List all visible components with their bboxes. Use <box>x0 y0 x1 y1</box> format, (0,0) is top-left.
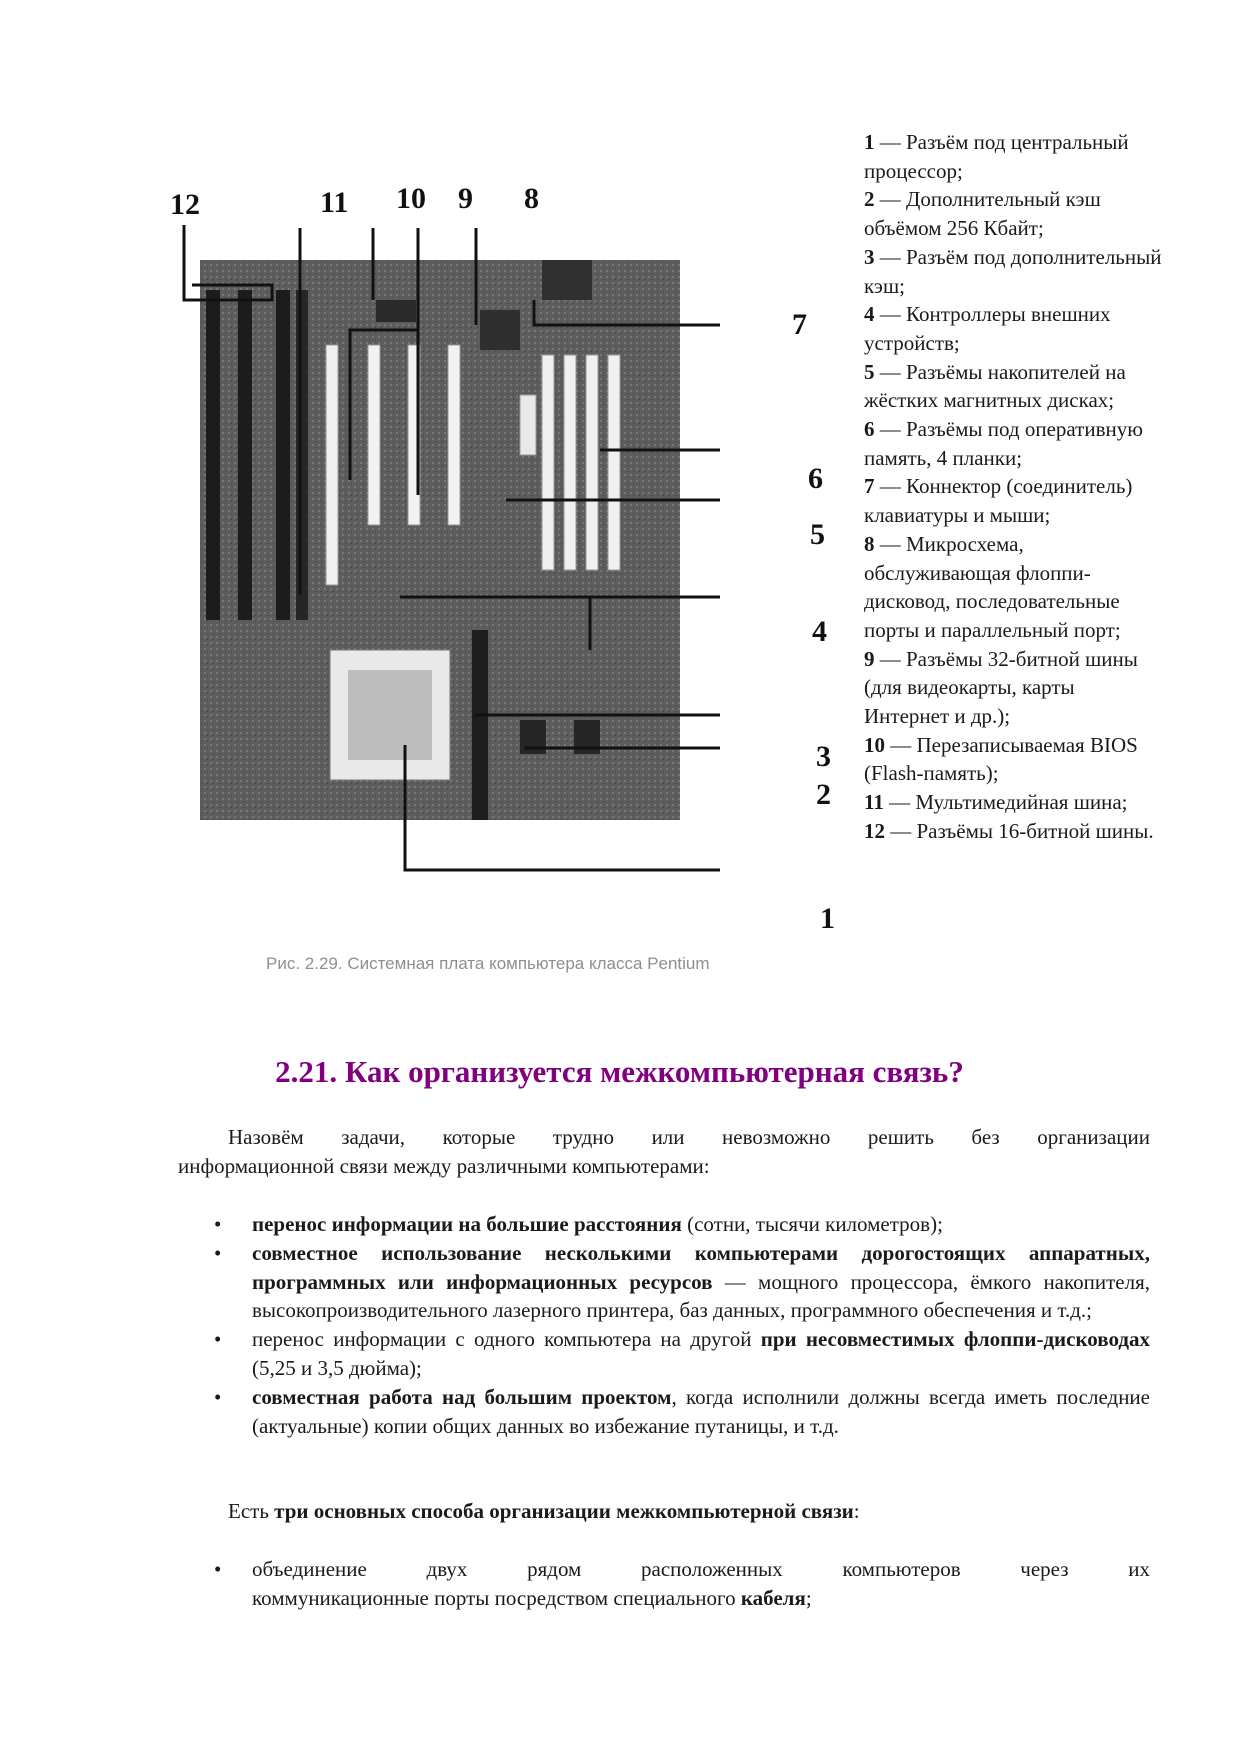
isa-slot <box>276 290 290 620</box>
motherboard-figure <box>170 180 840 940</box>
item-text: — мощного процессора, ёмкого накопителя, высокопроизводительного лазерного принтера, баз данных, программного обеспечения и т.д.; <box>252 1269 1151 1323</box>
bold-phrase: совместная работа над большим проектом <box>252 1384 672 1409</box>
callout-number: 12 <box>170 188 200 221</box>
list-item <box>178 1210 1150 1239</box>
legend-text: — Разъёмы 16-битной шины. <box>890 818 1154 843</box>
methods-intro-paragraph <box>178 1497 1150 1526</box>
keyboard-mouse-connector <box>542 260 592 300</box>
legend-text: — Разъёмы 32-битной шины (для видеокарты, карты Интернет и др.); <box>864 646 1138 729</box>
item-text: (сотни, тысячи километров); <box>681 1212 943 1236</box>
legend-item <box>864 788 1164 817</box>
legend-item <box>864 243 1164 300</box>
callout-number: 3 <box>816 740 831 773</box>
list-item <box>178 1383 1150 1441</box>
legend-item <box>864 817 1164 846</box>
legend-item <box>864 185 1164 242</box>
bullet-icon: • <box>214 1384 222 1409</box>
bold-phrase: совместное использование несколькими компьютерами дорогостоящих аппаратных, программных или информационных ресурсов <box>252 1240 1150 1294</box>
ram-slot <box>564 355 576 570</box>
legend-number: 3 <box>864 244 875 269</box>
callout-number: 9 <box>458 182 473 215</box>
figure-caption: Рис. 2.29. Системная плата компьютера класса Pentium <box>266 954 710 973</box>
item-text: , когда исполнили должны всегда иметь последние (актуальные) копии общих данных во избежание путаницы, и т.д. <box>252 1384 1150 1438</box>
text: Есть <box>228 1499 275 1523</box>
motherboard-illustration <box>180 180 840 940</box>
isa-slot <box>296 290 308 620</box>
legend-text: — Коннектор (соединитель) клавиатуры и мыши; <box>864 474 1133 528</box>
callout-number: 5 <box>810 518 825 551</box>
legend-number: 5 <box>864 359 875 384</box>
intro-line: информационной связи между различными компьютерами: <box>178 1154 710 1178</box>
multimedia-slot <box>326 345 338 585</box>
bold-phrase: при несовместимых флоппи-дисководах <box>760 1327 1150 1352</box>
isa-slot <box>206 290 220 620</box>
legend-number: 7 <box>864 474 875 499</box>
pci-slot <box>448 345 460 525</box>
intro-paragraph <box>178 1123 1150 1181</box>
legend-text: — Разъёмы накопителей на жёстких магнитных дисках; <box>864 359 1126 413</box>
bullet-icon: • <box>214 1212 222 1236</box>
bold-phrase: перенос информации на большие расстояния <box>252 1212 682 1236</box>
legend-item <box>864 472 1164 529</box>
cache-slot <box>472 630 488 820</box>
legend-number: 12 <box>864 818 885 843</box>
legend-text: — Перезаписываемая BIOS (Flash-память); <box>864 732 1138 786</box>
callout-number: 4 <box>812 615 827 648</box>
methods-list <box>178 1555 1150 1613</box>
list-item <box>178 1325 1150 1383</box>
item-text: объединение двух рядом расположенных компьютеров через их <box>252 1557 1150 1581</box>
io-controller-chip <box>480 310 520 350</box>
legend-number: 10 <box>864 732 885 757</box>
legend-number: 8 <box>864 531 875 556</box>
item-text: коммуникационные порты посредством специального <box>252 1585 741 1610</box>
ram-slot <box>586 355 598 570</box>
legend-text: — Разъём под дополнительный кэш; <box>864 244 1162 298</box>
ide-connector <box>520 395 536 455</box>
callout-number: 6 <box>808 462 823 495</box>
legend-number: 6 <box>864 417 875 442</box>
pci-slot <box>368 345 380 525</box>
callout-number: 8 <box>524 182 539 215</box>
legend-number: 4 <box>864 302 875 327</box>
legend-item <box>864 128 1164 185</box>
legend-text: — Разъёмы под оперативную память, 4 планки; <box>864 417 1143 470</box>
legend-item <box>864 645 1164 731</box>
ram-slot <box>542 355 554 570</box>
bullet-icon: • <box>214 1240 222 1265</box>
legend-item <box>864 415 1164 472</box>
bold-phrase: кабеля <box>740 1585 806 1610</box>
bullet-icon: • <box>214 1327 222 1352</box>
cpu-socket-pins <box>348 670 432 760</box>
list-item <box>178 1555 1150 1613</box>
callout-number: 7 <box>792 308 807 341</box>
callout-number: 10 <box>396 182 426 215</box>
isa-slot <box>238 290 252 620</box>
legend-text: — Микросхема, обслуживающая флоппи-дисковод, последовательные порты и параллельный порт; <box>864 531 1121 642</box>
text: : <box>853 1499 860 1523</box>
legend-number: 2 <box>864 187 875 212</box>
bold-phrase: три основных способа организации межкомпьютерной связи <box>274 1499 854 1523</box>
legend-number: 1 <box>864 130 875 154</box>
legend-item <box>864 358 1164 415</box>
item-line <box>252 1584 1150 1613</box>
legend-item <box>864 731 1164 788</box>
legend-text: — Мультимедийная шина; <box>889 790 1128 815</box>
legend-text: — Дополнительный кэш объёмом 256 Кбайт; <box>864 187 1101 241</box>
list-item <box>178 1239 1150 1325</box>
legend-text: — Контроллеры внешних устройств; <box>864 302 1111 355</box>
legend-number: 11 <box>864 790 884 815</box>
legend-item <box>864 530 1164 645</box>
intro-line: Назовём задачи, которые трудно или невозможно решить без организации <box>228 1125 1150 1149</box>
section-heading: 2.21. Как организуется межкомпьютерная связь? <box>275 1054 964 1089</box>
bullet-icon: • <box>214 1557 222 1581</box>
legend-item <box>864 300 1164 357</box>
item-text: ; <box>805 1585 812 1610</box>
legend-number: 9 <box>864 646 875 671</box>
bios-chip <box>376 300 416 322</box>
item-text: перенос информации с одного компьютера на другой <box>252 1327 761 1352</box>
tasks-list <box>178 1210 1150 1440</box>
callout-number: 11 <box>320 186 349 219</box>
legend-text: — Разъём под центральный процессор; <box>864 130 1129 183</box>
item-text: (5,25 и 3,5 дюйма); <box>252 1355 422 1380</box>
ram-slot <box>608 355 620 570</box>
callout-number: 2 <box>816 778 831 811</box>
figure-legend <box>864 128 1164 846</box>
callout-number: 1 <box>820 902 835 935</box>
